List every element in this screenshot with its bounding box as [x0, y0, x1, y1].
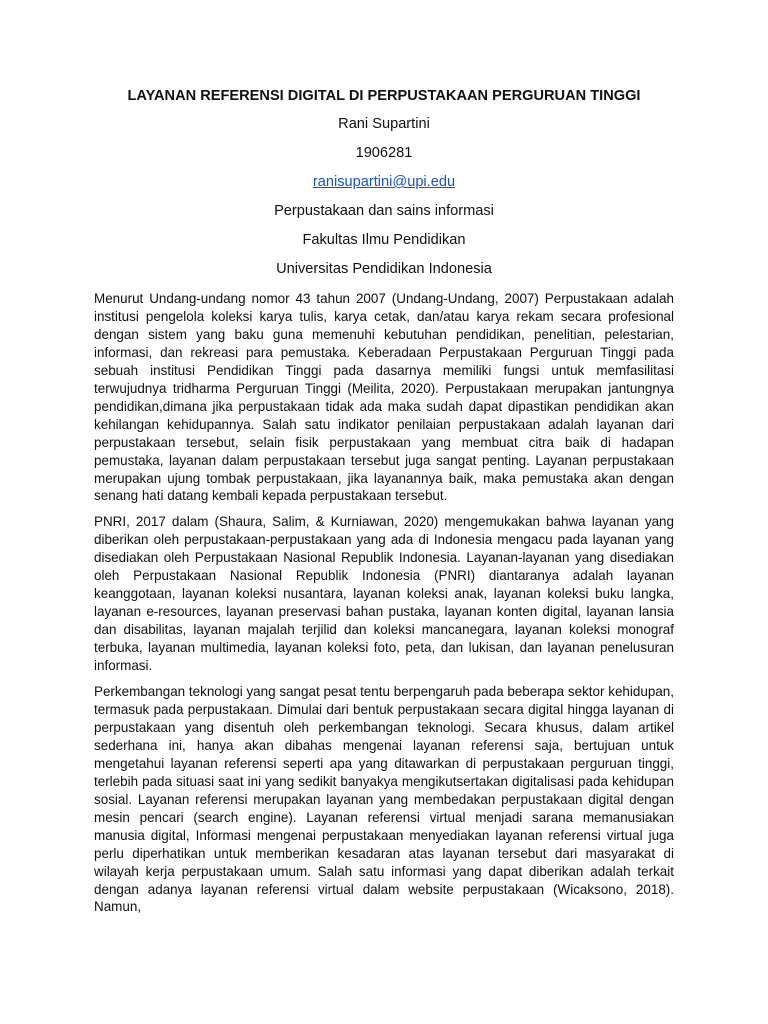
university-name: Universitas Pendidikan Indonesia [276, 261, 492, 277]
department-name: Perpustakaan dan sains informasi [274, 203, 494, 219]
author-name: Rani Supartini [338, 116, 430, 132]
email-link[interactable]: ranisupartini@upi.edu [312, 174, 456, 190]
body-paragraph: Perkembangan teknologi yang sangat pesat tentu berpengaruh pada beberapa sektor kehidupan, termasuk pada perpustakaan. Dimulai dari bentuk perpustakaan secara digital hingga layanan di perpustakaan yang disentuh oleh perkembangan teknologi. Secara khusus, dalam artikel sederhana ini, hanya akan dibahas mengenai layanan referensi saja, bertujuan untuk mengetahui layanan referensi seperti apa yang ditawarkan di perpustakaan perguruan tinggi, terlebih pada situasi saat ini yang sedikit banyakya mengikutsertakan digitalisasi pada kehidupan sosial. Layanan referensi merupakan layanan yang membedakan perpustakaan digital dengan mesin pencari (search engine). Layanan referensi virtual menjadi sarana memanusiakan manusia digital, Informasi mengenai perpustakaan menyediakan layanan referensi virtual juga perlu diperhatikan untuk memberikan kesadaran atas layanan tersebut dari masyarakat di wilayah kerja perpustakaan umum. Salah satu informasi yang dapat diberikan adalah terkait dengan adanya layanan referensi virtual dalam website perpustakaan (Wicaksono, 2018). Namun, [94, 684, 674, 915]
student-id: 1906281 [355, 145, 413, 161]
document-title: LAYANAN REFERENSI DIGITAL DI PERPUSTAKAAN PERGURUAN TINGGI [127, 88, 641, 104]
body-paragraph: Menurut Undang-undang nomor 43 tahun 2007 (Undang-Undang, 2007) Perpustakaan adalah institusi pengelola koleksi karya tulis, karya cetak, dan/atau karya rekam secara profesional dengan sistem yang baku guna memenuhi kebutuhan pendidikan, penelitian, pelestarian, informasi, dan rekreasi para pemustaka. Keberadaan Perpustakaan Perguruan Tinggi pada sebuah institusi Pendidikan Tinggi pada dasarnya memiliki fungsi untuk memfasilitasi terwujudnya tridharma Perguruan Tinggi (Meilita, 2020). Perpustakaan merupakan jantungnya pendidikan,dimana jika perpustakaan tidak ada maka sudah dapat dipastikan pendidikan akan kehilangan kehidupannya. Salah satu indikator penilaian perpustakaan adalah layanan dari perpustakaan tersebut, selain fisik perpustakaan yang membuat citra baik di hadapan pemustaka, layanan dalam perpustakaan tersebut juga sangat penting. Layanan perpustakaan merupakan ujung tombak perpustakaan, jika layanannya baik, maka pemustaka akan dengan senang hati datang kembali kepada perpustakaan tersebut. [94, 291, 674, 504]
faculty-name: Fakultas Ilmu Pendidikan [302, 232, 466, 248]
body-paragraph: PNRI, 2017 dalam (Shaura, Salim, & Kurniawan, 2020) mengemukakan bahwa layanan yang diberikan oleh perpustakaan-perpustakaan yang ada di Indonesia mengacu pada layanan yang disediakan oleh Perpustakaan Nasional Republik Indonesia. Layanan-layanan yang disediakan oleh Perpustakaan Nasional Republik Indonesia (PNRI) diantaranya adalah layanan keanggotaan, layanan koleksi nusantara, layanan koleksi anak, layanan koleksi buku langka, layanan e-resources, layanan preservasi bahan pustaka, layanan konten digital, layanan lansia dan disabilitas, layanan majalah terjilid dan koleksi mancanegara, layanan koleksi monograf terbuka, layanan multimedia, layanan koleksi foto, peta, dan lukisan, dan layanan penelusuran informasi. [94, 514, 674, 674]
